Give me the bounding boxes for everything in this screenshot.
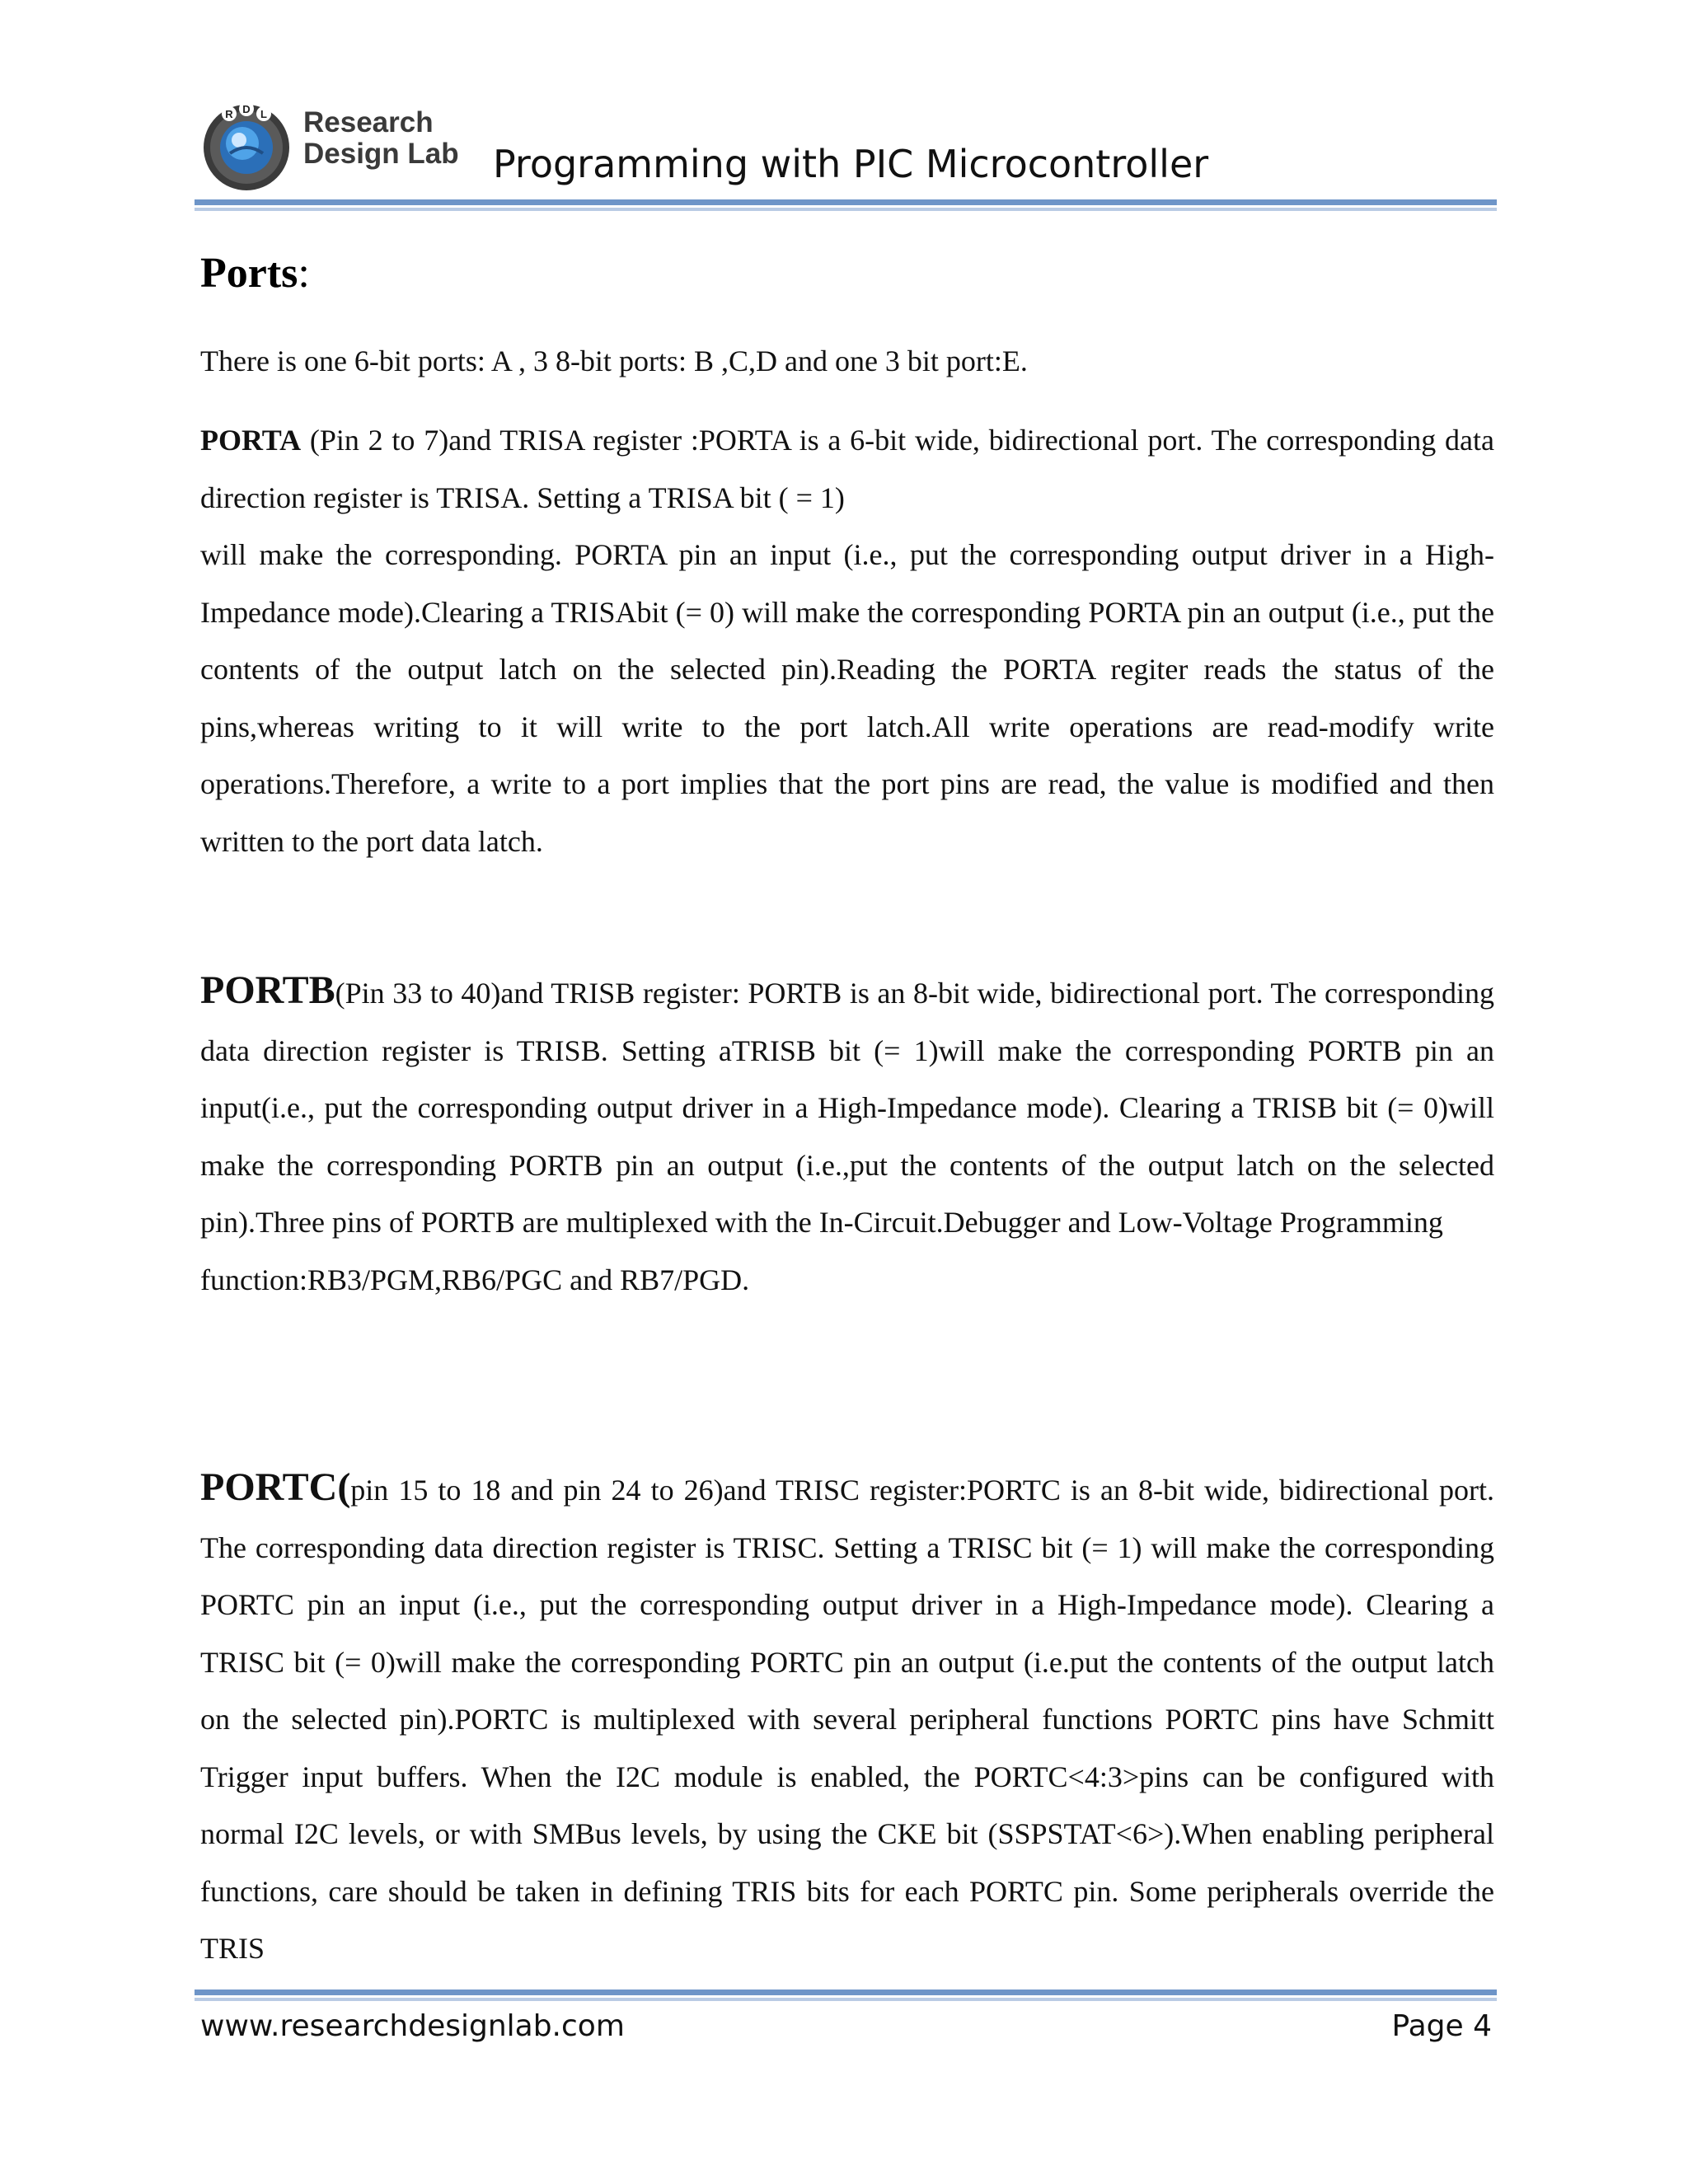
logo-ring-letter: D <box>242 103 251 115</box>
portb-text: (Pin 33 to 40)and TRISB register: PORTB is an 8-bit wide, bidirectional port. The corresponding data direction register is TRISB. Setting aTRISB bit (= 1)will make the corresponding PORTB pin an input(i.e., put the corresponding output driver in a High-Impedance mode). Clearing a TRISB bit (= 0)will make the corresponding PORTB pin an output (i.e.,put the contents of the output latch on the selected pin).Three pins of PORTB are multiplexed with the In-Circuit.Debugger and Low-Voltage Programming <box>200 977 1494 1239</box>
footer-divider <box>195 1990 1497 2001</box>
portc-block <box>200 1459 1494 1978</box>
portb-paragraph <box>200 962 1494 1252</box>
porta-block <box>200 412 1494 870</box>
portb-block <box>200 962 1494 1309</box>
intro-paragraph: There is one 6-bit ports: A , 3 8-bit ports: B ,C,D and one 3 bit port:E. <box>200 344 1028 377</box>
portc-text: pin 15 to 18 and pin 24 to 26)and TRISC register:PORTC is an 8-bit wide, bidirectional port. The corresponding data direction register is TRISC. Setting a TRISC bit (= 1) will make the corresponding PORTC pin an input (i.e., put the corresponding output driver in a High-Impedance mode). Clearing a TRISC bit (= 0)will make the corresponding PORTC pin an output (i.e.put the contents of the output latch on the selected pin).PORTC is multiplexed with several peripheral functions PORTC pins have Schmitt Trigger input buffers. When the I2C module is enabled, the PORTC<4:3>pins can be configured with normal I2C levels, or with SMBus levels, by using the CKE bit (SSPSTAT<6>).When enabling peripheral functions, care should be taken in defining TRIS bits for each PORTC pin. Some peripherals override the TRIS <box>200 1474 1494 1965</box>
portb-last-line: function:RB3/PGM,RB6/PGC and RB7/PGD. <box>200 1263 750 1296</box>
page-number: Page 4 <box>1391 2009 1492 2043</box>
logo-wordmark <box>303 107 459 170</box>
logo-ring-letter: R <box>225 108 233 120</box>
portc-paragraph <box>200 1459 1494 1978</box>
porta-first-lines: (Pin 2 to 7)and TRISA register :PORTA is a 6-bit wide, bidirectional port. The corresponding data direction register is TRISA. Setting a TRISA bit ( = 1) <box>200 424 1494 514</box>
section-heading-colon: : <box>298 250 310 297</box>
logo-ring-letter: L <box>260 108 267 120</box>
portc-lead: PORTC( <box>200 1465 351 1509</box>
intro-block <box>200 333 1494 391</box>
document-header-title: Programming with PIC Microcontroller <box>493 142 1209 186</box>
research-design-lab-logo <box>201 97 490 196</box>
porta-lead: PORTA <box>200 424 302 457</box>
globe-logo-icon <box>201 102 292 193</box>
logo-line-1: Research <box>303 106 434 138</box>
header-divider <box>195 199 1497 211</box>
porta-paragraph <box>200 412 1494 527</box>
website-link[interactable]: www.researchdesignlab.com <box>200 2009 625 2043</box>
section-heading <box>200 249 310 298</box>
portb-lead: PORTB <box>200 968 335 1012</box>
logo-line-2: Design Lab <box>303 138 459 170</box>
section-heading-text: Ports <box>200 250 298 297</box>
porta-continuation: will make the corresponding. PORTA pin an input (i.e., put the corresponding output driver in a High-Impedance mode).Clearing a TRISAbit (= 0) will make the corresponding PORTA pin an output (i.e., put the contents of the output latch on the selected pin).Reading the PORTA regiter reads the status of the pins,whereas writing to it will write to the port latch.All write operations are read-modify write operations.Therefore, a write to a port implies that the port pins are read, the value is modified and then written to the port data latch. <box>200 538 1494 858</box>
